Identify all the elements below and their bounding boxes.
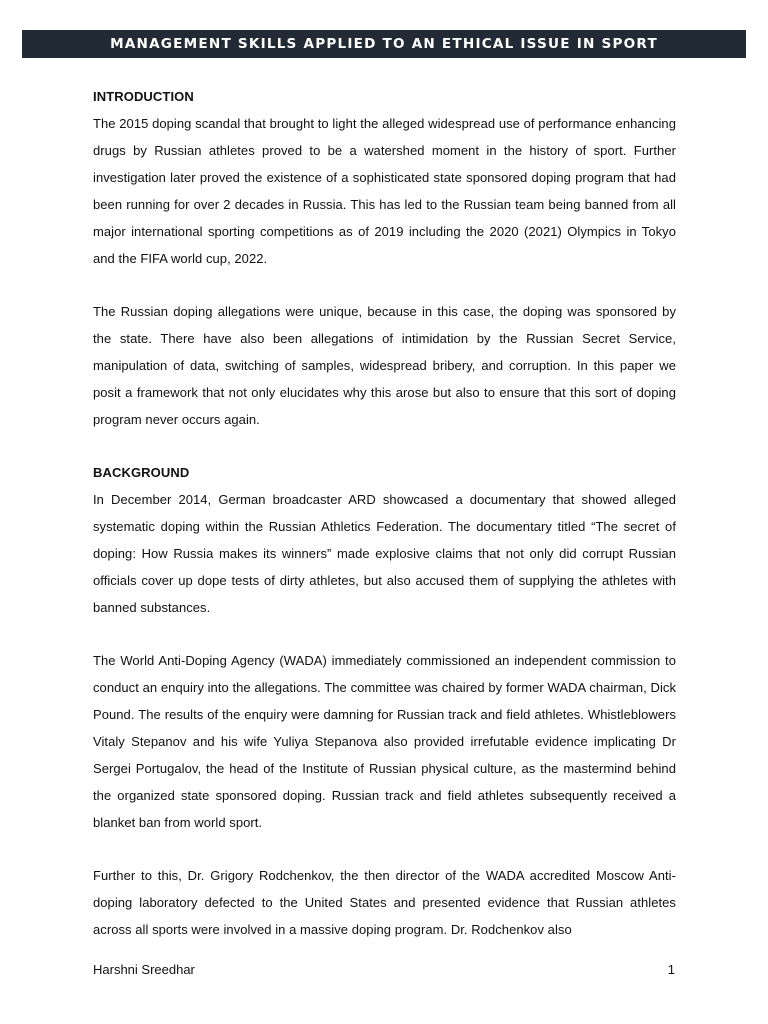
section-heading-introduction: INTRODUCTION	[93, 89, 194, 104]
paragraph: In December 2014, German broadcaster ARD showcased a documentary that showed alleged systematic doping within the Russian Athletics Federation. The documentary titled “The secret of doping: How Russia makes its winners” made explosive claims that not only did corrupt Russian officials cover up dope tests of dirty athletes, but also accused them of supplying the athletes with banned substances.	[93, 492, 676, 615]
paragraph: Further to this, Dr. Grigory Rodchenkov, the then director of the WADA accredited Moscow Anti-doping laboratory defected to the United States and presented evidence that Russian athletes across all sports were involved in a massive doping program. Dr. Rodchenkov also	[93, 868, 676, 937]
document-body	[93, 83, 676, 943]
paragraph: The Russian doping allegations were unique, because in this case, the doping was sponsored by the state. There have also been allegations of intimidation by the Russian Secret Service, manipulation of data, switching of samples, widespread bribery, and corruption. In this paper we posit a framework that not only elucidates why this arose but also to ensure that this sort of doping program never occurs again.	[93, 304, 676, 427]
section-heading-background: BACKGROUND	[93, 465, 190, 480]
document-title: MANAGEMENT SKILLS APPLIED TO AN ETHICAL ISSUE IN SPORT	[110, 36, 658, 52]
paragraph: The World Anti-Doping Agency (WADA) immediately commissioned an independent commission to conduct an enquiry into the allegations. The committee was chaired by former WADA chairman, Dick Pound. The results of the enquiry were damning for Russian track and field athletes. Whistleblowers Vitaly Stepanov and his wife Yuliya Stepanova also provided irrefutable evidence implicating Dr Sergei Portugalov, the head of the Institute of Russian physical culture, as the mastermind behind the organized state sponsored doping. Russian track and field athletes subsequently received a blanket ban from world sport.	[93, 653, 676, 830]
page-number: 1	[667, 962, 675, 977]
footer-author: Harshni Sreedhar	[93, 962, 195, 977]
document-title-bar	[22, 30, 746, 58]
paragraph: The 2015 doping scandal that brought to light the alleged widespread use of performance enhancing drugs by Russian athletes proved to be a watershed moment in the history of sport. Further investigation later proved the existence of a sophisticated state sponsored doping program that had been running for over 2 decades in Russia. This has led to the Russian team being banned from all major international sporting competitions as of 2019 including the 2020 (2021) Olympics in Tokyo and the FIFA world cup, 2022.	[93, 116, 676, 266]
